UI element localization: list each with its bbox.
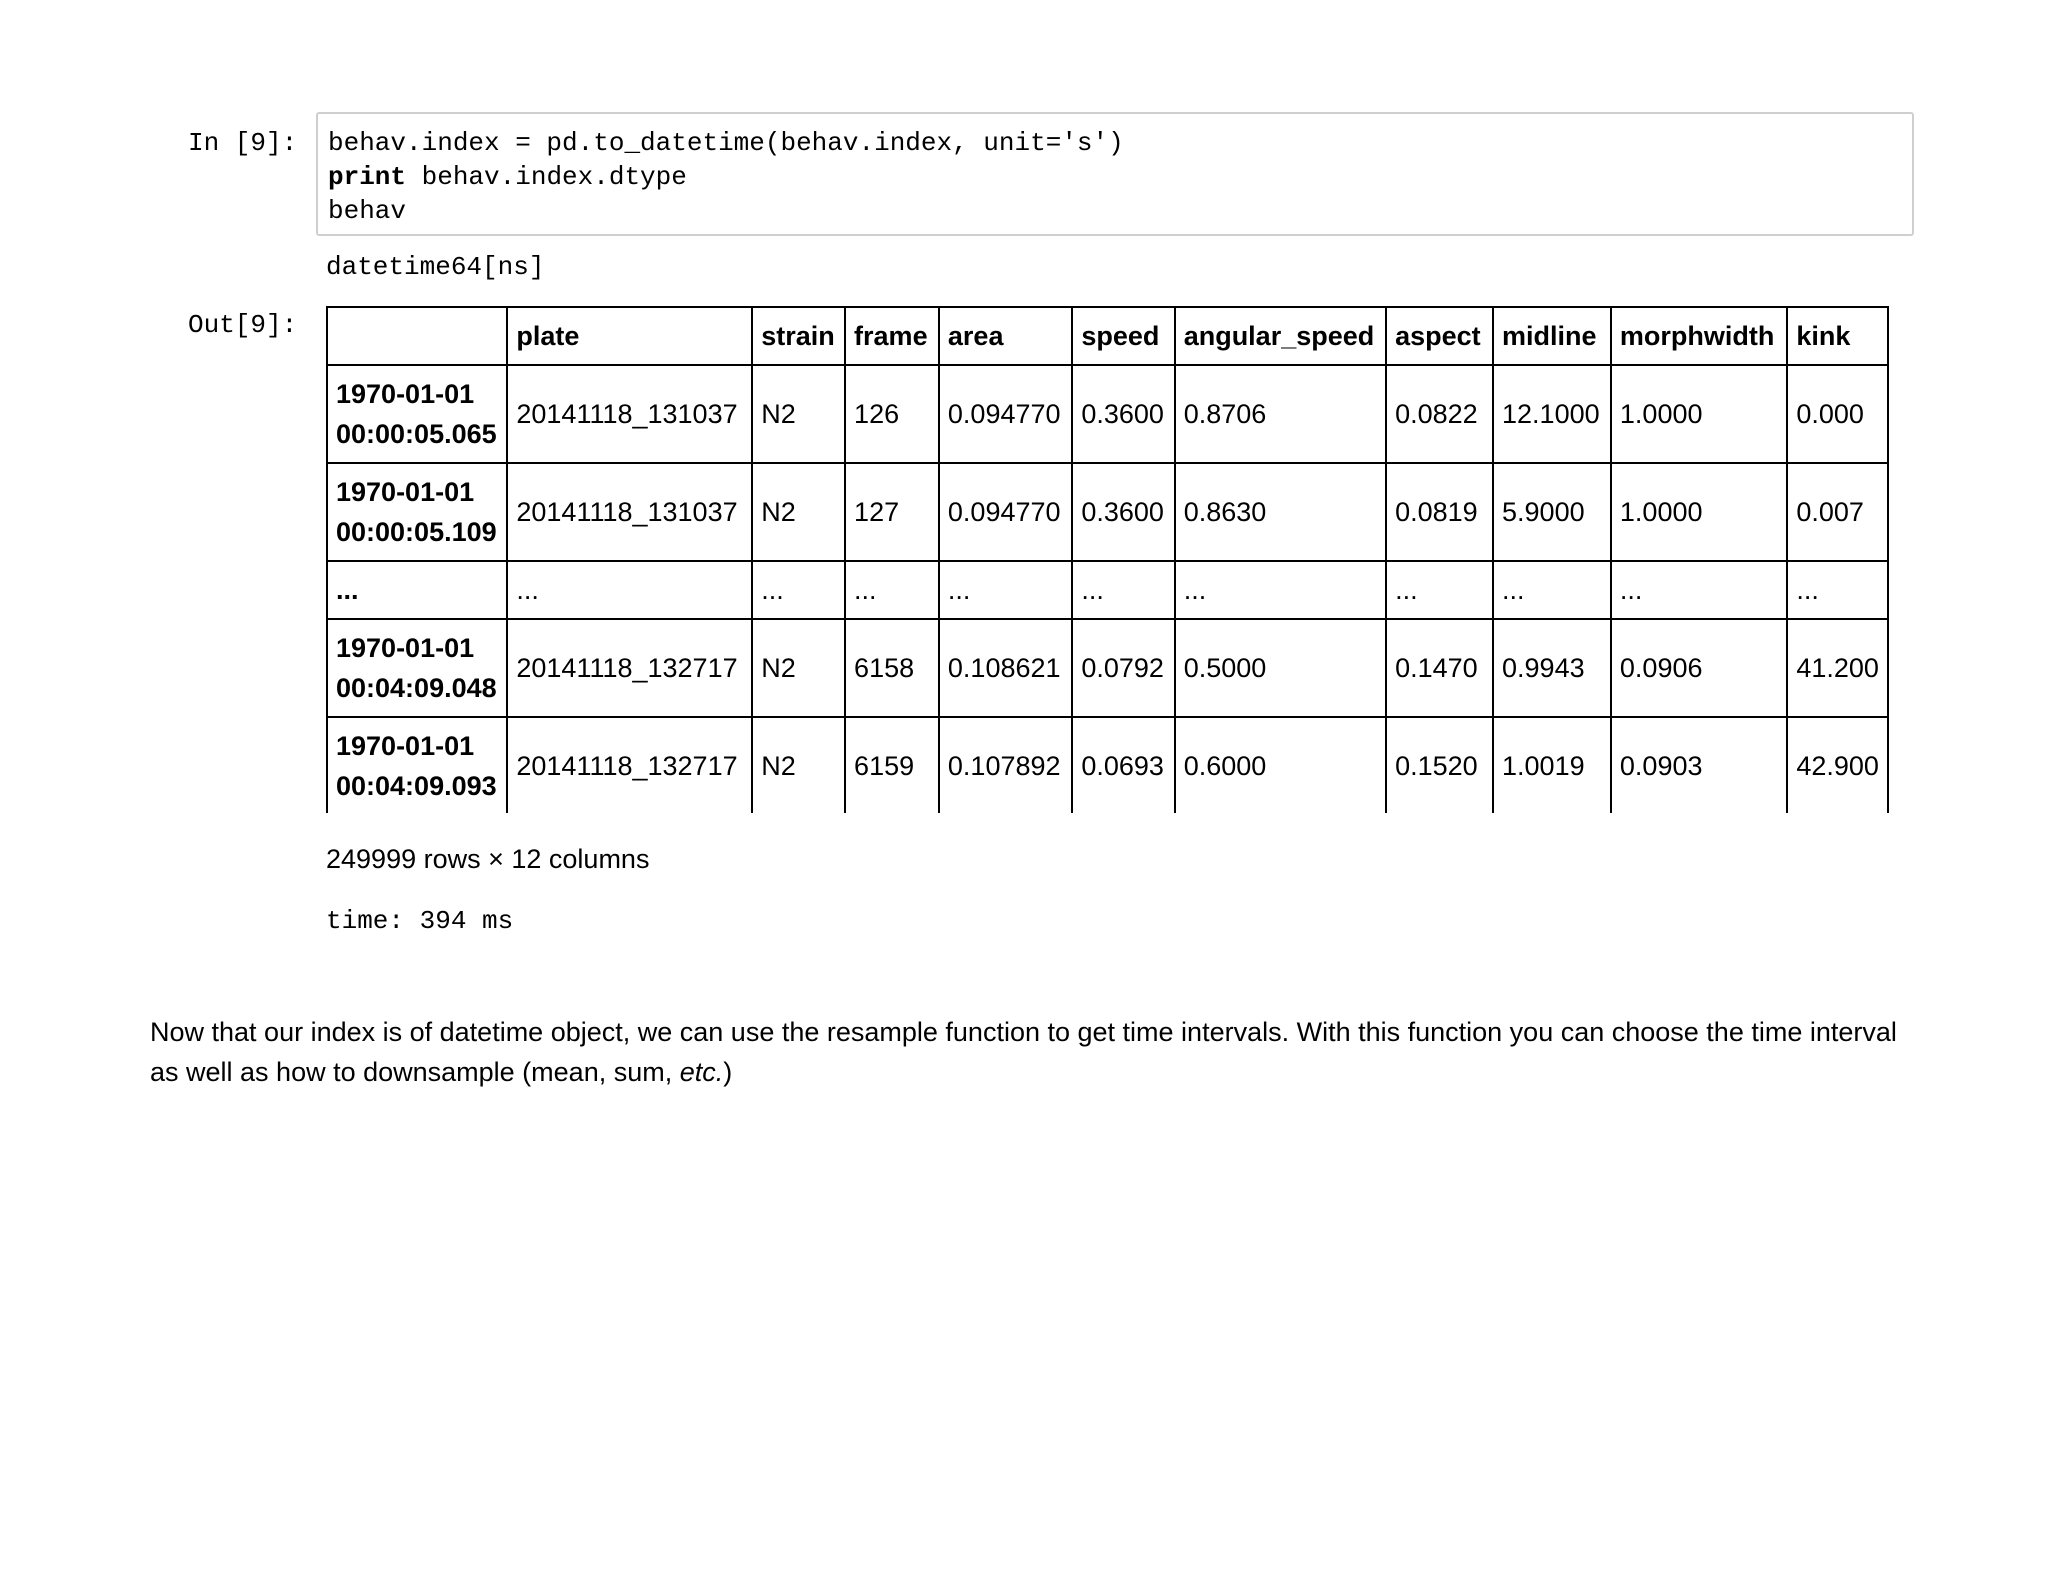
- column-header-kink: kink: [1787, 307, 1888, 365]
- column-header-index: [327, 307, 507, 365]
- table-cell: ...: [507, 561, 752, 619]
- table-cell: 0.1470: [1386, 619, 1493, 717]
- table-cell: 0.094770: [939, 463, 1072, 561]
- timing-output: time: 394 ms: [326, 906, 514, 936]
- column-header-midline: midline: [1493, 307, 1611, 365]
- table-cell: 5.9000: [1493, 463, 1611, 561]
- table-cell: 41.200: [1787, 619, 1888, 717]
- column-header-frame: frame: [845, 307, 939, 365]
- table-cell: 6158: [845, 619, 939, 717]
- table-cell: 0.8630: [1175, 463, 1386, 561]
- table-cell: 0.107892: [939, 717, 1072, 813]
- column-header-aspect: aspect: [1386, 307, 1493, 365]
- code-input-area[interactable]: [316, 112, 1914, 236]
- table-cell: 1.0019: [1493, 717, 1611, 813]
- table-cell: 20141118_132717: [507, 717, 752, 813]
- row-index: 1970-01-01 00:04:09.093: [327, 717, 507, 813]
- table-cell: ...: [1493, 561, 1611, 619]
- table-row-ellipsis: [327, 561, 1888, 619]
- table-cell: 0.007: [1787, 463, 1888, 561]
- row-index: ...: [327, 561, 507, 619]
- row-index: 1970-01-01 00:00:05.065: [327, 365, 507, 463]
- row-index: 1970-01-01 00:00:05.109: [327, 463, 507, 561]
- table-cell: ...: [1611, 561, 1787, 619]
- table-cell: 6159: [845, 717, 939, 813]
- input-prompt: In [9]:: [188, 128, 298, 158]
- print-keyword: print: [328, 162, 407, 192]
- code-line: behav: [328, 196, 407, 226]
- table-cell: ...: [845, 561, 939, 619]
- table-cell: 0.5000: [1175, 619, 1386, 717]
- table-cell: 42.900: [1787, 717, 1888, 813]
- table-cell: 0.000: [1787, 365, 1888, 463]
- table-cell: 20141118_131037: [507, 365, 752, 463]
- table-cell: 0.1520: [1386, 717, 1493, 813]
- table-cell: N2: [752, 365, 845, 463]
- table-cell: 0.3600: [1072, 365, 1174, 463]
- table-cell: 0.094770: [939, 365, 1072, 463]
- column-header-speed: speed: [1072, 307, 1174, 365]
- column-header-plate: plate: [507, 307, 752, 365]
- table-cell: 0.0906: [1611, 619, 1787, 717]
- table-cell: 0.3600: [1072, 463, 1174, 561]
- table-row: [327, 717, 1888, 813]
- table-cell: N2: [752, 463, 845, 561]
- row-index: 1970-01-01 00:04:09.048: [327, 619, 507, 717]
- table-cell: ...: [1386, 561, 1493, 619]
- table-cell: 12.1000: [1493, 365, 1611, 463]
- column-header-area: area: [939, 307, 1072, 365]
- dataframe-table: [326, 306, 1889, 813]
- table-cell: 0.0903: [1611, 717, 1787, 813]
- table-cell: N2: [752, 619, 845, 717]
- column-header-angular-speed: angular_speed: [1175, 307, 1386, 365]
- table-cell: 20141118_131037: [507, 463, 752, 561]
- output-prompt: Out[9]:: [188, 310, 298, 340]
- table-cell: 0.8706: [1175, 365, 1386, 463]
- table-row: [327, 619, 1888, 717]
- dataframe-shape: 249999 rows × 12 columns: [326, 844, 650, 874]
- table-cell: 20141118_132717: [507, 619, 752, 717]
- table-row: [327, 463, 1888, 561]
- table-cell: 0.108621: [939, 619, 1072, 717]
- table-cell: 0.0693: [1072, 717, 1174, 813]
- table-cell: 1.0000: [1611, 365, 1787, 463]
- code-line: behav.index = pd.to_datetime(behav.index, unit='s'): [328, 128, 1124, 158]
- table-cell: 0.9943: [1493, 619, 1611, 717]
- table-cell: 0.0819: [1386, 463, 1493, 561]
- table-cell: 0.0792: [1072, 619, 1174, 717]
- table-cell: 0.0822: [1386, 365, 1493, 463]
- table-cell: 0.6000: [1175, 717, 1386, 813]
- table-cell: 1.0000: [1611, 463, 1787, 561]
- table-cell: ...: [752, 561, 845, 619]
- table-cell: 126: [845, 365, 939, 463]
- code-line: print behav.index.dtype: [328, 162, 687, 192]
- table-row: [327, 365, 1888, 463]
- table-cell: ...: [1072, 561, 1174, 619]
- table-cell: ...: [1175, 561, 1386, 619]
- column-header-strain: strain: [752, 307, 845, 365]
- table-cell: ...: [939, 561, 1072, 619]
- column-header-morphwidth: morphwidth: [1611, 307, 1787, 365]
- header-row: [327, 307, 1888, 365]
- table-cell: 127: [845, 463, 939, 561]
- table-cell: ...: [1787, 561, 1888, 619]
- dataframe-output: [326, 306, 1889, 813]
- markdown-paragraph: Now that our index is of datetime object, we can use the resample function to get time intervals. With this function you can choose the time interval as well as how to downsample (mean, sum, etc.): [150, 1017, 1897, 1087]
- table-cell: N2: [752, 717, 845, 813]
- stdout-output: datetime64[ns]: [326, 252, 545, 282]
